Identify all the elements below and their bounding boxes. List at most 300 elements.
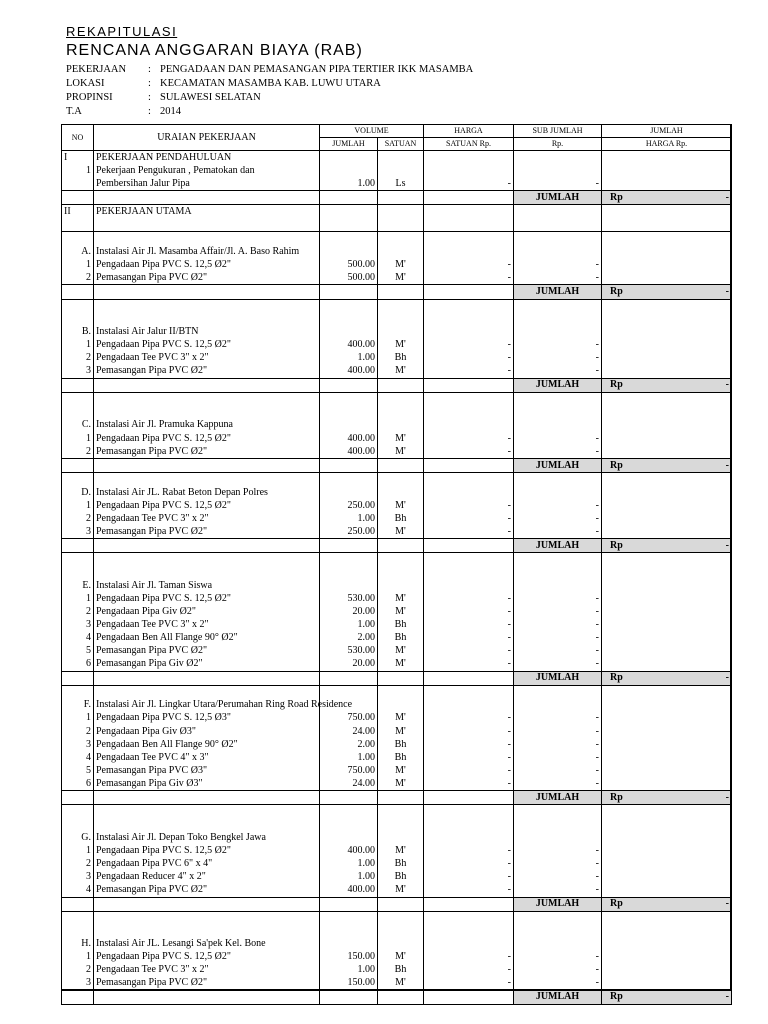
total-row (62, 791, 732, 805)
empty-cell (424, 392, 514, 406)
item-qty: 400.00 (320, 365, 378, 379)
item-harga: - (424, 512, 514, 525)
empty-cell (424, 685, 514, 699)
row-no: 3 (62, 619, 94, 632)
item-desc: Pengadaan Pipa PVC S. 12,5 Ø2" (94, 593, 320, 606)
empty-cell (378, 378, 424, 392)
item-row (62, 964, 732, 977)
item-subtotal: - (514, 977, 602, 991)
subsection-row (62, 938, 732, 951)
item-unit: M' (378, 271, 424, 285)
empty-cell (378, 911, 424, 925)
item-subtotal: - (514, 964, 602, 977)
info-colon: : (148, 106, 151, 117)
currency-label: Rp (610, 379, 623, 391)
row-no: 2 (62, 271, 94, 285)
item-unit: M' (378, 951, 424, 964)
item-jumlah (602, 632, 732, 645)
item-subtotal: - (514, 658, 602, 672)
empty-cell (602, 566, 732, 579)
empty-cell (514, 553, 602, 567)
item-subtotal: - (514, 177, 602, 191)
empty-cell (62, 285, 94, 299)
blank-row (62, 685, 732, 699)
item-qty: 1.00 (320, 177, 378, 191)
item-harga: - (424, 352, 514, 365)
item-subtotal: - (514, 352, 602, 365)
empty-cell (602, 205, 732, 219)
item-subtotal: - (514, 445, 602, 459)
item-harga: - (424, 445, 514, 459)
item-qty: 1.00 (320, 871, 378, 884)
empty-cell (378, 299, 424, 313)
item-qty: 1.00 (320, 751, 378, 764)
total-value (602, 791, 732, 805)
row-no: 3 (62, 525, 94, 539)
empty-cell (94, 566, 320, 579)
item-unit: Bh (378, 857, 424, 870)
empty-cell (94, 378, 320, 392)
total-value (602, 191, 732, 205)
total-row (62, 539, 732, 553)
blank-row (62, 232, 732, 246)
item-desc: Pengadaan Tee PVC 3" x 2" (94, 964, 320, 977)
info-value: SULAWESI SELATAN (160, 92, 261, 103)
item-qty: 500.00 (320, 271, 378, 285)
empty-cell (320, 326, 378, 339)
empty-cell (378, 791, 424, 805)
item-unit: M' (378, 844, 424, 857)
item-desc: Pemasangan Pipa Giv Ø2" (94, 658, 320, 672)
row-no: 2 (62, 352, 94, 365)
empty-cell (378, 580, 424, 593)
total-label: JUMLAH (514, 990, 602, 1004)
empty-cell (514, 818, 602, 831)
empty-cell (424, 699, 514, 712)
item-row (62, 432, 732, 445)
empty-cell (424, 818, 514, 831)
item-subtotal: - (514, 764, 602, 777)
item-desc: Pengadaan Tee PVC 4" x 3" (94, 751, 320, 764)
empty-cell (424, 897, 514, 911)
empty-cell (94, 313, 320, 326)
row-no: 1 (62, 712, 94, 725)
item-unit: M' (378, 499, 424, 512)
subsection-row (62, 245, 732, 258)
empty-cell (320, 299, 378, 313)
empty-cell (602, 805, 732, 819)
blank-row (62, 818, 732, 831)
item-harga: - (424, 738, 514, 751)
item-qty (320, 164, 378, 177)
empty-cell (320, 285, 378, 299)
item-row (62, 512, 732, 525)
empty-cell (424, 326, 514, 339)
item-jumlah (602, 606, 732, 619)
row-no: H. (62, 938, 94, 951)
section-row (62, 205, 732, 219)
empty-cell (62, 791, 94, 805)
item-unit: M' (378, 365, 424, 379)
doc-title-rekapitulasi: REKAPITULASI (66, 24, 178, 39)
item-desc: Pembersihan Jalur Pipa (94, 177, 320, 191)
item-qty: 250.00 (320, 499, 378, 512)
item-jumlah (602, 844, 732, 857)
item-row (62, 619, 732, 632)
empty-cell (94, 285, 320, 299)
item-subtotal: - (514, 645, 602, 658)
item-row (62, 499, 732, 512)
empty-cell (320, 938, 378, 951)
empty-cell (602, 419, 732, 432)
item-qty: 400.00 (320, 844, 378, 857)
item-jumlah (602, 619, 732, 632)
empty-cell (378, 897, 424, 911)
item-jumlah (602, 951, 732, 964)
empty-cell (424, 299, 514, 313)
empty-cell (424, 205, 514, 219)
item-row (62, 606, 732, 619)
empty-cell (94, 232, 320, 246)
empty-cell (320, 911, 378, 925)
currency-label: Rp (610, 191, 623, 203)
item-jumlah (602, 593, 732, 606)
empty-cell (320, 990, 378, 1004)
empty-cell (62, 553, 94, 567)
col-harga: HARGA (424, 125, 514, 138)
blank-row (62, 392, 732, 406)
item-row (62, 857, 732, 870)
row-no: G. (62, 831, 94, 844)
item-qty: 1.00 (320, 352, 378, 365)
subsection-title: Instalasi Air Jl. Taman Siswa (94, 580, 320, 593)
doc-title-rab: RENCANA ANGGARAN BIAYA (RAB) (66, 42, 363, 59)
empty-cell (378, 392, 424, 406)
empty-cell (378, 205, 424, 219)
row-no: I (62, 151, 94, 165)
empty-cell (378, 831, 424, 844)
empty-cell (514, 925, 602, 938)
total-row (62, 990, 732, 1004)
empty-cell (62, 925, 94, 938)
total-row (62, 459, 732, 473)
currency-label: Rp (610, 791, 623, 803)
item-desc: Pengadaan Pipa PVC S. 12,5 Ø2" (94, 844, 320, 857)
section-row (62, 151, 732, 165)
row-no: D. (62, 486, 94, 499)
row-no: 2 (62, 857, 94, 870)
empty-cell (424, 406, 514, 419)
row-no: F. (62, 699, 94, 712)
item-subtotal: - (514, 844, 602, 857)
item-row (62, 271, 732, 285)
empty-cell (94, 191, 320, 205)
blank-row (62, 911, 732, 925)
info-value: 2014 (160, 106, 181, 117)
item-row (62, 593, 732, 606)
item-harga: - (424, 844, 514, 857)
item-desc: Pengadaan Pipa PVC S. 12,5 Ø2" (94, 432, 320, 445)
item-unit: M' (378, 606, 424, 619)
item-unit: M' (378, 777, 424, 791)
empty-cell (94, 791, 320, 805)
col-vol-jumlah: JUMLAH (320, 138, 378, 151)
empty-cell (320, 831, 378, 844)
row-no: E. (62, 580, 94, 593)
item-jumlah (602, 658, 732, 672)
item-desc: Pemasangan Pipa PVC Ø2" (94, 271, 320, 285)
empty-cell (424, 459, 514, 473)
item-unit: Bh (378, 512, 424, 525)
item-desc: Pekerjaan Pengukuran , Pematokan dan (94, 164, 320, 177)
subsection-row (62, 580, 732, 593)
item-qty: 500.00 (320, 258, 378, 271)
empty-cell (424, 486, 514, 499)
total-amount: - (725, 379, 729, 391)
empty-cell (320, 419, 378, 432)
item-unit: M' (378, 712, 424, 725)
total-value (602, 897, 732, 911)
currency-label: Rp (610, 539, 623, 551)
empty-cell (378, 285, 424, 299)
section-title: PEKERJAAN UTAMA (94, 205, 320, 219)
item-unit: M' (378, 977, 424, 991)
empty-cell (514, 232, 602, 246)
empty-cell (514, 313, 602, 326)
item-harga: - (424, 339, 514, 352)
empty-cell (62, 459, 94, 473)
empty-cell (320, 473, 378, 487)
item-harga: - (424, 499, 514, 512)
item-row (62, 884, 732, 898)
subsection-title: Instalasi Air Jalur II/BTN (94, 326, 320, 339)
empty-cell (94, 406, 320, 419)
item-subtotal: - (514, 525, 602, 539)
currency-label: Rp (610, 672, 623, 684)
item-harga: - (424, 525, 514, 539)
info-label: PROPINSI (66, 92, 113, 103)
empty-cell (424, 990, 514, 1004)
item-subtotal: - (514, 951, 602, 964)
empty-cell (378, 326, 424, 339)
row-no: 6 (62, 777, 94, 791)
total-amount: - (725, 539, 729, 551)
empty-cell (602, 218, 732, 232)
empty-cell (94, 925, 320, 938)
empty-cell (378, 990, 424, 1004)
item-desc: Pemasangan Pipa PVC Ø2" (94, 445, 320, 459)
empty-cell (378, 539, 424, 553)
item-harga: - (424, 712, 514, 725)
item-jumlah (602, 645, 732, 658)
empty-cell (424, 218, 514, 232)
empty-cell (94, 671, 320, 685)
empty-cell (424, 580, 514, 593)
empty-cell (378, 473, 424, 487)
table-body (62, 151, 732, 1005)
empty-cell (602, 473, 732, 487)
item-desc: Pengadaan Pipa PVC S. 12,5 Ø2" (94, 258, 320, 271)
empty-cell (602, 232, 732, 246)
empty-cell (94, 459, 320, 473)
item-subtotal: - (514, 365, 602, 379)
blank-row (62, 299, 732, 313)
empty-cell (378, 925, 424, 938)
empty-cell (320, 539, 378, 553)
section-title: PEKERJAAN PENDAHULUAN (94, 151, 320, 165)
item-desc: Pengadaan Pipa PVC S. 12,5 Ø3" (94, 712, 320, 725)
item-subtotal (514, 164, 602, 177)
total-label: JUMLAH (514, 539, 602, 553)
empty-cell (378, 818, 424, 831)
empty-cell (602, 911, 732, 925)
blank-row (62, 473, 732, 487)
item-harga: - (424, 725, 514, 738)
item-subtotal: - (514, 258, 602, 271)
item-qty: 750.00 (320, 764, 378, 777)
empty-cell (62, 232, 94, 246)
item-desc: Pemasangan Pipa Giv Ø3" (94, 777, 320, 791)
item-desc: Pengadaan Tee PVC 3" x 2" (94, 512, 320, 525)
info-label: LOKASI (66, 78, 105, 89)
item-jumlah (602, 499, 732, 512)
item-jumlah (602, 777, 732, 791)
total-value (602, 459, 732, 473)
item-harga: - (424, 593, 514, 606)
item-desc: Pengadaan Pipa Giv Ø3" (94, 725, 320, 738)
total-label: JUMLAH (514, 671, 602, 685)
item-harga: - (424, 619, 514, 632)
item-qty: 250.00 (320, 525, 378, 539)
item-row (62, 365, 732, 379)
subsection-title: Instalasi Air Jl. Lingkar Utara/Perumahan Ring Road Residence (94, 699, 320, 712)
item-desc: Pengadaan Reducer 4" x 2" (94, 871, 320, 884)
item-qty: 530.00 (320, 593, 378, 606)
total-label: JUMLAH (514, 459, 602, 473)
empty-cell (378, 419, 424, 432)
empty-cell (62, 990, 94, 1004)
item-subtotal: - (514, 777, 602, 791)
info-value: PENGADAAN DAN PEMASANGAN PIPA TERTIER IKK MASAMBA (160, 64, 474, 75)
item-qty: 400.00 (320, 884, 378, 898)
empty-cell (378, 486, 424, 499)
subsection-row (62, 699, 732, 712)
item-jumlah (602, 164, 732, 177)
empty-cell (602, 313, 732, 326)
item-qty: 750.00 (320, 712, 378, 725)
subsection-row (62, 326, 732, 339)
empty-cell (62, 378, 94, 392)
total-label: JUMLAH (514, 285, 602, 299)
total-amount: - (725, 791, 729, 803)
total-row (62, 191, 732, 205)
item-harga: - (424, 606, 514, 619)
item-unit (378, 164, 424, 177)
item-jumlah (602, 738, 732, 751)
item-harga: - (424, 857, 514, 870)
item-qty: 1.00 (320, 964, 378, 977)
empty-cell (320, 378, 378, 392)
total-value (602, 671, 732, 685)
item-jumlah (602, 751, 732, 764)
row-no: 4 (62, 751, 94, 764)
empty-cell (94, 218, 320, 232)
empty-cell (320, 459, 378, 473)
row-no: 2 (62, 512, 94, 525)
item-row (62, 632, 732, 645)
item-qty: 20.00 (320, 606, 378, 619)
blank-row (62, 925, 732, 938)
subsection-row (62, 486, 732, 499)
item-jumlah (602, 884, 732, 898)
empty-cell (62, 392, 94, 406)
empty-cell (424, 831, 514, 844)
row-no: 2 (62, 445, 94, 459)
item-qty: 2.00 (320, 738, 378, 751)
total-value (602, 539, 732, 553)
subsection-row (62, 419, 732, 432)
empty-cell (378, 566, 424, 579)
item-unit: M' (378, 445, 424, 459)
empty-cell (378, 245, 424, 258)
item-desc: Pemasangan Pipa PVC Ø2" (94, 645, 320, 658)
empty-cell (514, 486, 602, 499)
empty-cell (378, 406, 424, 419)
empty-cell (424, 539, 514, 553)
info-label: PEKERJAAN (66, 64, 127, 75)
total-row (62, 378, 732, 392)
empty-cell (602, 818, 732, 831)
info-row (66, 78, 473, 92)
empty-cell (62, 191, 94, 205)
item-qty: 400.00 (320, 445, 378, 459)
item-jumlah (602, 271, 732, 285)
row-no: II (62, 205, 94, 219)
item-jumlah (602, 432, 732, 445)
empty-cell (94, 911, 320, 925)
info-value: KECAMATAN MASAMBA KAB. LUWU UTARA (160, 78, 381, 89)
item-jumlah (602, 512, 732, 525)
empty-cell (514, 406, 602, 419)
empty-cell (94, 685, 320, 699)
item-jumlah (602, 725, 732, 738)
empty-cell (94, 553, 320, 567)
item-unit: M' (378, 525, 424, 539)
empty-cell (424, 313, 514, 326)
row-no: 4 (62, 632, 94, 645)
item-qty: 2.00 (320, 632, 378, 645)
total-row (62, 285, 732, 299)
item-unit: Bh (378, 632, 424, 645)
item-row (62, 951, 732, 964)
item-harga: - (424, 258, 514, 271)
total-row (62, 897, 732, 911)
total-label: JUMLAH (514, 191, 602, 205)
item-row (62, 977, 732, 991)
empty-cell (320, 685, 378, 699)
empty-cell (94, 818, 320, 831)
empty-cell (424, 553, 514, 567)
total-value (602, 990, 732, 1004)
item-row (62, 177, 732, 191)
empty-cell (94, 990, 320, 1004)
empty-cell (514, 473, 602, 487)
empty-cell (320, 580, 378, 593)
total-amount: - (725, 672, 729, 684)
empty-cell (62, 685, 94, 699)
empty-cell (514, 299, 602, 313)
item-subtotal: - (514, 632, 602, 645)
